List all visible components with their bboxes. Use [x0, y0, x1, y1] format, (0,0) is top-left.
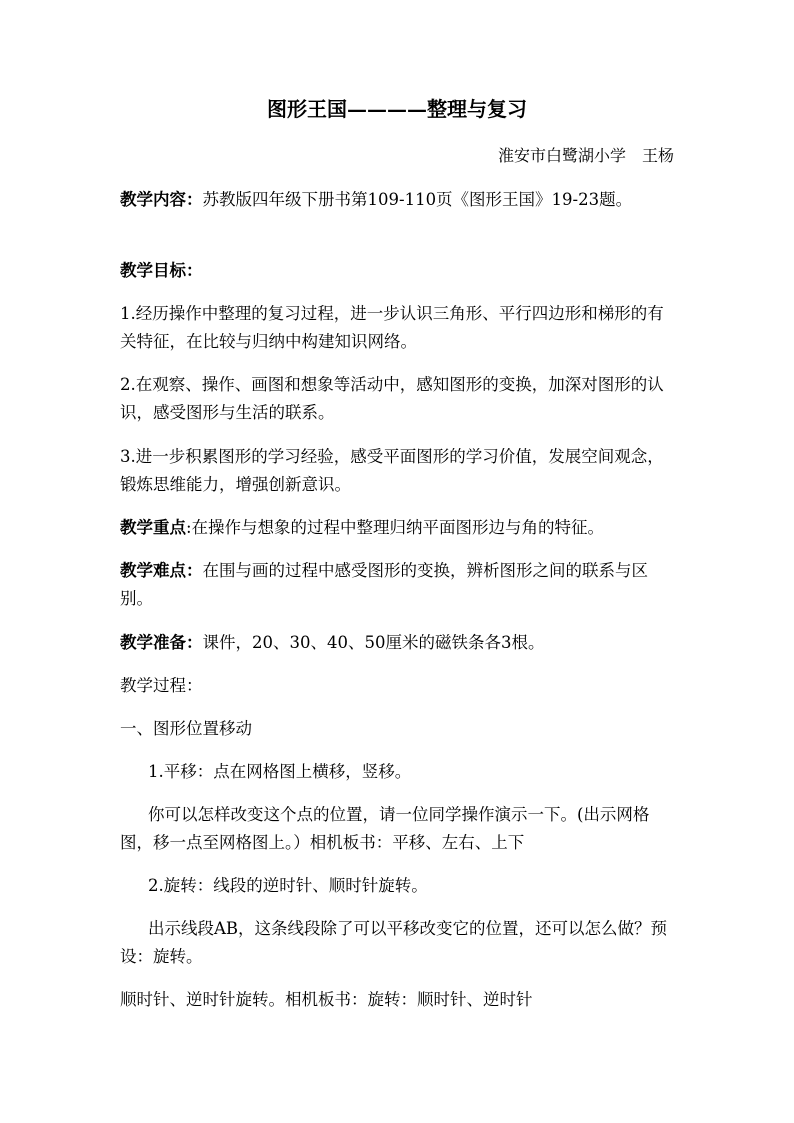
teaching-content-text: 苏教版四年级下册书第109-110页《图形王国》19-23题。 [202, 190, 633, 209]
key-point-label: 教学重点 [120, 518, 186, 537]
translation-point: 1.平移：点在网格图上横移，竖移。 [148, 762, 412, 781]
goal-item-2: 2.在观察、操作、画图和想象等活动中，感知图形的变换，加深对图形的认识，感受图形与生活的联系。 [120, 375, 664, 422]
section-position-movement: 一、图形位置移动 [120, 719, 252, 738]
goal-item-1: 1.经历操作中整理的复习过程，进一步认识三角形、平行四边形和梯形的有关特征，在比较与归纳中构建知识网络。 [120, 304, 664, 351]
rotation-point: 2.旋转：线段的逆时针、顺时针旋转。 [148, 876, 428, 895]
rotation-directions: 顺时针、逆时针旋转。相机板书：旋转：顺时针、逆时针 [120, 990, 533, 1009]
teaching-difficulty [120, 557, 676, 613]
goal-item-3: 3.进一步积累图形的学习经验，感受平面图形的学习价值，发展空间观念，锻炼思维能力，增强创新意识。 [120, 447, 664, 494]
preparation-text: 课件，20、30、40、50厘米的磁铁条各3根。 [202, 633, 545, 652]
translation-paragraph: 你可以怎样改变这个点的位置，请一位同学操作演示一下。(出示网格图，移一点至网格图上。）相机板书：平移、左右、上下 [120, 805, 650, 852]
rotation-paragraph: 出示线段AB，这条线段除了可以平移改变它的位置，还可以怎么做？预设：旋转。 [120, 919, 668, 966]
teaching-content [120, 186, 676, 214]
preparation-label: 教学准备： [120, 633, 203, 652]
process-heading: 教学过程： [120, 676, 203, 695]
difficulty-label: 教学难点： [120, 561, 203, 580]
teaching-content-label: 教学内容： [120, 190, 203, 209]
teaching-goals-heading: 教学目标： [120, 261, 203, 280]
teaching-key-point [120, 514, 690, 542]
difficulty-text: 在围与画的过程中感受图形的变换，辨析图形之间的联系与区别。 [120, 561, 648, 608]
teaching-preparation [120, 629, 676, 657]
document-title: 图形王国————整理与复习 [267, 97, 527, 121]
key-point-text: :在操作与想象的过程中整理归纳平面图形边与角的特征。 [186, 518, 605, 537]
author-line: 淮安市白鹭湖小学 王杨 [497, 146, 674, 165]
